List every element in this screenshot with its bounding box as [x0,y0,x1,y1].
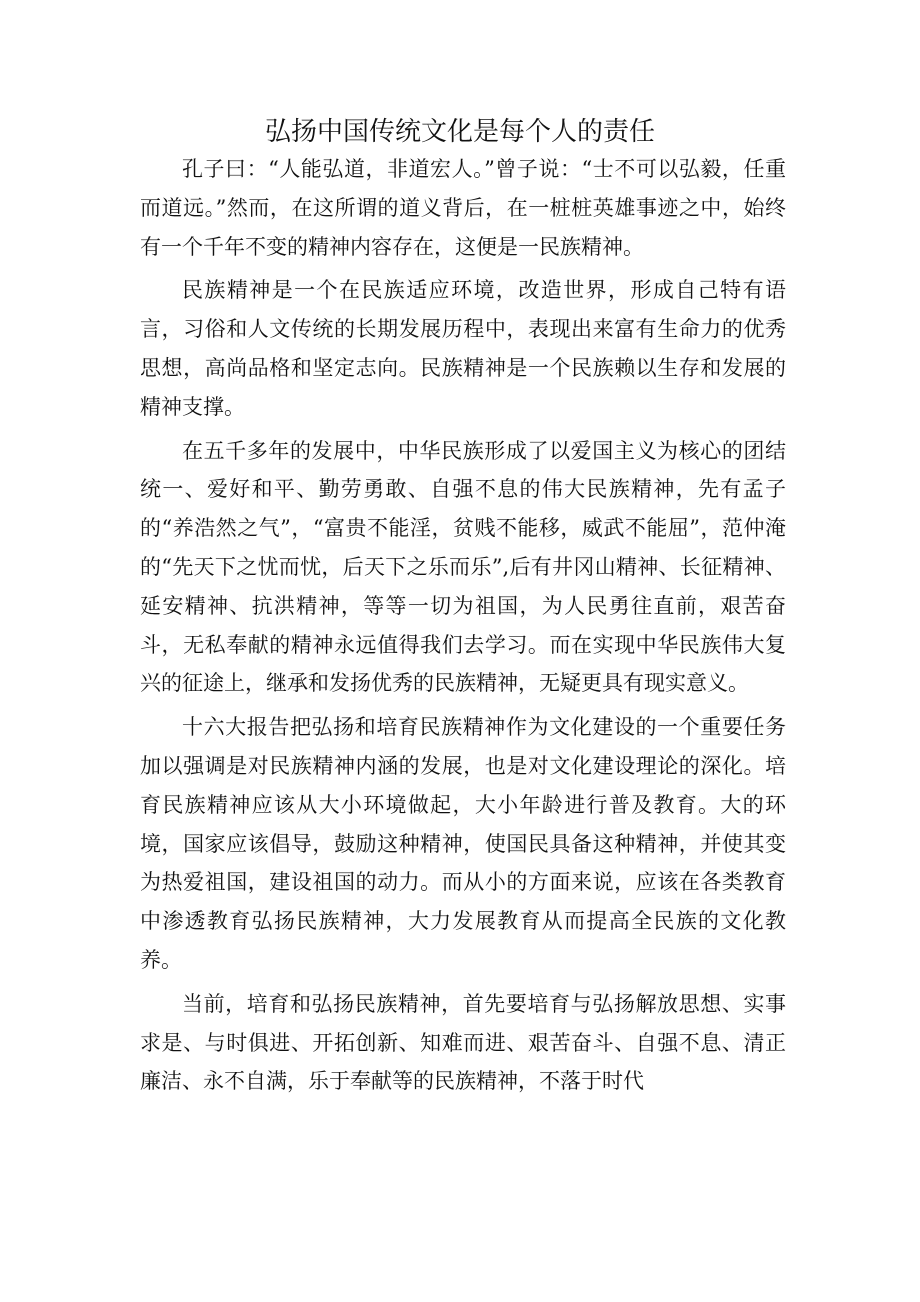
paragraph-2: 民族精神是一个在民族适应环境，改造世界，形成自己特有语言，习俗和人文传统的长期发展历程中，表现出来富有生命力的优秀思想，高尚品格和坚定志向。民族精神是一个民族赖以生存和发展的精神支撑。 [140,278,786,419]
paragraph-1: 孔子曰：“人能弘道，非道宏人。”曾子说：“士不可以弘毅，任重而道远。”然而，在这所谓的道义背后，在一桩桩英雄事迹之中，始终有一个千年不变的精神内容存在，这便是一民族精神。 [140,157,786,259]
document-body [140,150,786,1106]
paragraph-5: 当前，培育和弘扬民族精神，首先要培育与弘扬解放思想、实事求是、与时俱进、开拓创新、知难而进、艰苦奋斗、自强不息、清正廉洁、永不自满，乐于奉献等的民族精神，不落于时代 [140,991,786,1094]
paragraph-3: 在五千多年的发展中，中华民族形成了以爱国主义为核心的团结统一、爱好和平、勤劳勇敢、自强不息的伟大民族精神，先有孟子的“养浩然之气”，“富贵不能淫，贫贱不能移，威武不能屈”，范仲淹的“先天下之忧而忧，后天下之乐而乐”,后有井冈山精神、长征精神、延安精神、抗洪精神，等等一切为祖国，为人民勇往直前，艰苦奋斗，无私奉献的精神永远值得我们去学习。而在实现中华民族伟大复兴的征途上，继承和发扬优秀的民族精神，无疑更具有现实意义。 [140,438,786,696]
paragraph-4: 十六大报告把弘扬和培育民族精神作为文化建设的一个重要任务加以强调是对民族精神内涵的发展，也是对文化建设理论的深化。培育民族精神应该从大小环境做起，大小年龄进行普及教育。大的环境，国家应该倡导，鼓励这种精神，使国民具备这种精神，并使其变为热爱祖国，建设祖国的动力。而从小的方面来说，应该在各类教育中渗透教育弘扬民族精神，大力发展教育从而提高全民族的文化教养。 [140,715,786,972]
document-title: 弘扬中国传统文化是每个人的责任 [264,117,655,147]
